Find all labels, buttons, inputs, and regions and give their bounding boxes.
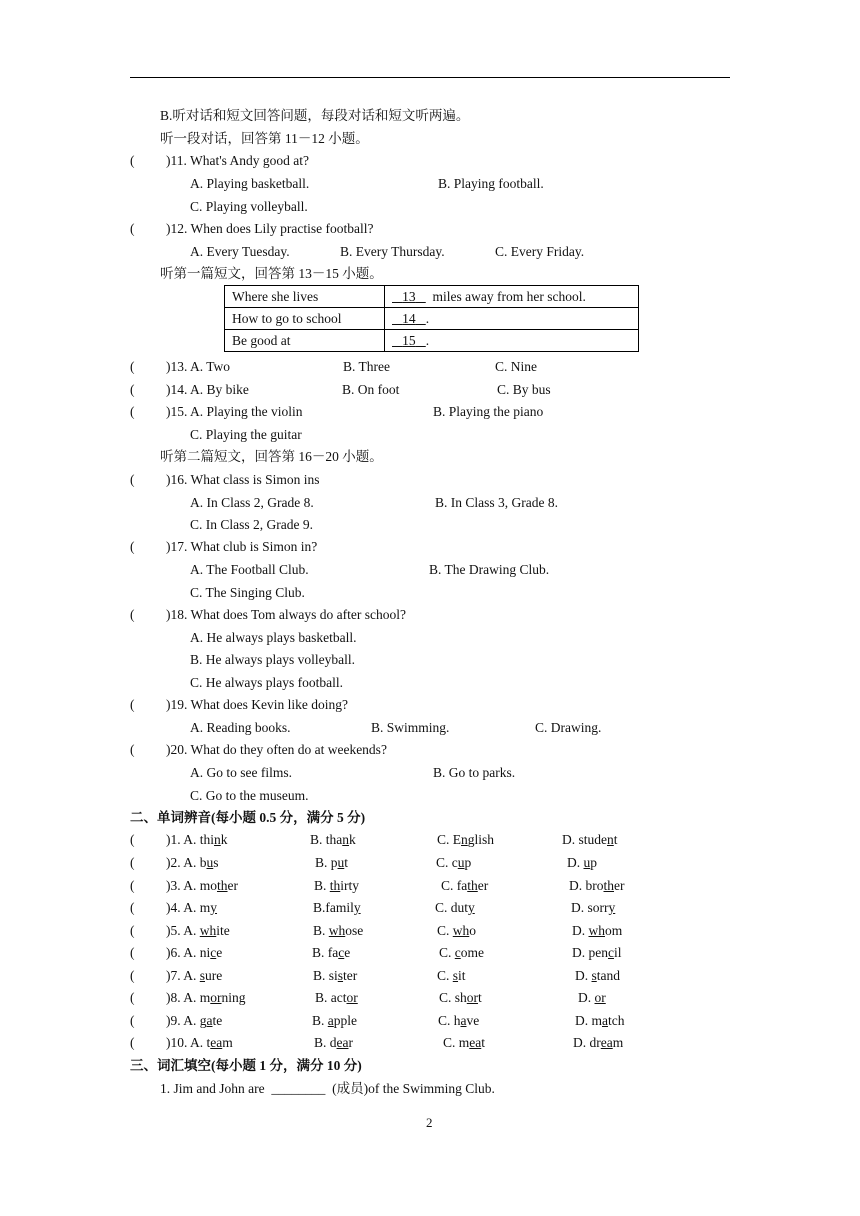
phonics-option: [438, 1013, 479, 1029]
answer-bracket[interactable]: (: [130, 472, 135, 487]
question-stem: )12. When does Lily practise football?: [166, 221, 374, 236]
phonics-option: [166, 945, 222, 961]
option-text: D.: [572, 923, 589, 938]
underlined-letters: c: [454, 945, 461, 960]
option-text: ning: [221, 990, 246, 1005]
table-cell: [385, 286, 639, 308]
section2-title: 二、单词辨音(每小题 0.5 分，满分 5 分): [130, 810, 366, 825]
option-b: B. Go to parks.: [433, 765, 516, 780]
answer-bracket[interactable]: (: [130, 404, 135, 419]
underlined-letters: or: [346, 990, 358, 1005]
option-c: C. In Class 2, Grade 9.: [190, 517, 313, 532]
option-c: C. Nine: [495, 359, 537, 374]
option-text: tand: [596, 968, 621, 983]
underlined-letters: y: [608, 900, 616, 915]
option-text: ose: [345, 923, 364, 938]
underlined-letters: u: [206, 855, 214, 870]
option-text: irty: [340, 878, 360, 893]
question-stem: )18. What does Tom always do after school?: [166, 607, 406, 622]
phonics-option: [572, 945, 622, 961]
option-text: B.: [313, 923, 329, 938]
phonics-option: [166, 878, 238, 894]
option-text: D.: [575, 968, 592, 983]
question-stem: )16. What class is Simon ins: [166, 472, 320, 487]
underlined-letters: th: [603, 878, 615, 893]
question-stem: )17. What club is Simon in?: [166, 539, 318, 554]
option-c: C. The Singing Club.: [190, 585, 305, 600]
underlined-letters: u: [583, 855, 591, 870]
underlined-letters: or: [210, 990, 222, 1005]
underlined-letters: y: [353, 900, 361, 915]
table-suffix: miles away from her school.: [432, 289, 586, 304]
question-stem: )19. What does Kevin like doing?: [166, 697, 348, 712]
option-text: )9. A. g: [166, 1013, 207, 1028]
option-c: C. Playing volleyball.: [190, 199, 308, 214]
option-text: te: [212, 1013, 223, 1028]
option-text: pple: [333, 1013, 358, 1028]
underlined-letters: ea: [600, 1035, 613, 1050]
phonics-option: [315, 990, 358, 1006]
option-text: D. dr: [573, 1035, 601, 1050]
option-b: B. Three: [343, 359, 390, 374]
underlined-letters: wh: [328, 923, 346, 938]
answer-bracket[interactable]: (: [130, 153, 135, 168]
phonics-option: [571, 900, 615, 916]
option-text: D.: [567, 855, 584, 870]
phonics-option: [166, 923, 230, 939]
answer-bracket[interactable]: (: [130, 742, 135, 757]
option-b: B. Swimming.: [371, 720, 450, 735]
option-text: B. si: [313, 968, 338, 983]
phonics-option: [437, 923, 476, 939]
phonics-option: [567, 855, 597, 871]
underlined-letters: th: [467, 878, 478, 893]
answer-bracket[interactable]: (: [130, 855, 135, 870]
table-row: [225, 330, 639, 352]
table-label: Be good at: [225, 330, 385, 352]
fill-pre: 1. Jim and John are: [160, 1081, 265, 1096]
answer-bracket[interactable]: (: [130, 539, 135, 554]
option-text: D. m: [575, 1013, 602, 1028]
underlined-letters: s: [591, 968, 597, 983]
option-text: il: [614, 945, 622, 960]
option-text: )2. A. b: [166, 855, 207, 870]
option-b: B. The Drawing Club.: [429, 562, 550, 577]
table-label: How to go to school: [225, 308, 385, 330]
underlined-letters: n: [461, 832, 468, 847]
underlined-letters: th: [217, 878, 228, 893]
underlined-letters: c: [210, 945, 217, 960]
table-cell: [385, 330, 639, 352]
answer-bracket[interactable]: (: [130, 221, 135, 236]
underlined-letters: ea: [469, 1035, 482, 1050]
section3-title: 三、词汇填空(每小题 1 分，满分 10 分): [130, 1058, 362, 1073]
phonics-option: [313, 923, 363, 939]
option-text: B.: [312, 1013, 328, 1028]
option-text: e: [216, 945, 223, 960]
option-text: )3. A. mo: [166, 878, 218, 893]
answer-bracket[interactable]: (: [130, 697, 135, 712]
phonics-option: [573, 1035, 623, 1051]
option-text: B. act: [315, 990, 347, 1005]
option-c: C. Playing the guitar: [190, 427, 302, 442]
answer-bracket[interactable]: (: [130, 382, 135, 397]
phonics-option: [575, 1013, 625, 1029]
option-text: B.famil: [313, 900, 354, 915]
option-text: t: [344, 855, 349, 870]
option-text: C. m: [443, 1035, 470, 1050]
option-c: C. Go to the museum.: [190, 788, 309, 803]
underlined-letters: or: [594, 990, 606, 1005]
answer-bracket[interactable]: (: [130, 945, 135, 960]
option-text: C. dut: [435, 900, 469, 915]
option-text: t: [481, 1035, 486, 1050]
option-b: B. Every Thursday.: [340, 244, 445, 259]
phonics-option: [312, 1013, 357, 1029]
option-text: ite: [216, 923, 230, 938]
option-text: k: [220, 832, 228, 847]
answer-bracket[interactable]: (: [130, 359, 135, 374]
underlined-letters: c: [338, 945, 345, 960]
page-number: 2: [426, 1115, 433, 1130]
option-text: glish: [467, 832, 495, 847]
underlined-letters: wh: [588, 923, 605, 938]
phonics-option: [166, 900, 217, 916]
option-c: C. Drawing.: [535, 720, 602, 735]
option-text: k: [349, 832, 356, 847]
phonics-option: [562, 832, 618, 848]
option-a: A. Go to see films.: [190, 765, 292, 780]
option-text: er: [477, 878, 489, 893]
underlined-letters: or: [466, 990, 479, 1005]
answer-bracket[interactable]: (: [130, 878, 135, 893]
phonics-option: [436, 855, 471, 871]
option-c: C. Every Friday.: [495, 244, 585, 259]
table-row: [225, 308, 639, 330]
option-text: o: [469, 923, 477, 938]
option-text: )4. A. m: [166, 900, 211, 915]
underlined-letters: c: [608, 945, 614, 960]
phonics-option: [435, 900, 475, 916]
option-a: A. In Class 2, Grade 8.: [190, 495, 314, 510]
option-text: ter: [343, 968, 358, 983]
option-text: )10. A. t: [166, 1035, 211, 1050]
option-text: C.: [437, 923, 453, 938]
option-text: )5. A.: [166, 923, 200, 938]
phonics-option: [312, 945, 350, 961]
option-text: )8. A. m: [166, 990, 211, 1005]
option-text: er: [614, 878, 625, 893]
phonics-option: [572, 923, 622, 939]
option-text: B. tha: [310, 832, 343, 847]
option-text: tch: [608, 1013, 625, 1028]
section-b-intro: B.听对话和短文回答问题，每段对话和短文听两遍。: [160, 108, 470, 123]
option-text: m: [612, 1035, 624, 1050]
phonics-option: [166, 1035, 233, 1051]
option-a: A. The Football Club.: [190, 562, 309, 577]
underlined-letters: y: [468, 900, 475, 915]
passage1-intro: 听第一篇短文，回答第 13－15 小题。: [160, 266, 383, 281]
phonics-option: [166, 855, 219, 871]
question-stem: )13. A. Two: [166, 359, 231, 374]
answer-bracket[interactable]: (: [130, 832, 135, 847]
option-a: A. He always plays basketball.: [190, 630, 357, 645]
question-stem: )14. A. By bike: [166, 382, 249, 397]
fill-question-1: [160, 1081, 495, 1097]
option-b: B. Playing football.: [438, 176, 544, 191]
underlined-letters: a: [206, 1013, 213, 1028]
option-b: B. In Class 3, Grade 8.: [435, 495, 558, 510]
underlined-letters: s: [199, 968, 206, 983]
passage2-intro: 听第二篇短文，回答第 16－20 小题。: [160, 449, 383, 464]
option-text: p: [464, 855, 472, 870]
underlined-letters: a: [460, 1013, 467, 1028]
option-text: it: [458, 968, 466, 983]
underlined-letters: th: [329, 878, 341, 893]
table-suffix: .: [425, 311, 430, 326]
answer-bracket[interactable]: (: [130, 1035, 135, 1050]
table-cell: [385, 308, 639, 330]
option-a: A. Reading books.: [190, 720, 291, 735]
option-b: B. Playing the piano: [433, 404, 544, 419]
option-text: ome: [460, 945, 485, 960]
phonics-option: [313, 900, 361, 916]
option-text: D. bro: [569, 878, 604, 893]
answer-bracket[interactable]: (: [130, 1013, 135, 1028]
phonics-option: [313, 968, 357, 984]
option-c: C. By bus: [497, 382, 551, 397]
underlined-letters: ea: [210, 1035, 223, 1050]
option-text: m: [222, 1035, 233, 1050]
underlined-letters: s: [337, 968, 344, 983]
phonics-option: [314, 878, 359, 894]
option-text: B.: [314, 878, 330, 893]
dialogue-intro: 听一段对话，回答第 11－12 小题。: [160, 131, 369, 146]
phonics-option: [439, 945, 484, 961]
phonics-option: [578, 990, 606, 1006]
answer-bracket[interactable]: (: [130, 968, 135, 983]
phonics-option: [166, 832, 228, 848]
option-text: D.: [578, 990, 595, 1005]
underlined-letters: wh: [452, 923, 470, 938]
fill-post: (成员)of the Swimming Club.: [332, 1081, 495, 1096]
table-blank[interactable]: 13: [402, 289, 416, 304]
phonics-option: [437, 832, 494, 848]
option-text: t: [613, 832, 618, 847]
option-b: B. He always plays volleyball.: [190, 652, 355, 667]
option-text: D. pen: [572, 945, 608, 960]
phonics-option: [314, 1035, 353, 1051]
answer-bracket[interactable]: (: [130, 900, 135, 915]
phonics-option: [166, 968, 222, 984]
option-text: B. p: [315, 855, 338, 870]
option-text: C. h: [438, 1013, 461, 1028]
table-row: [225, 286, 639, 308]
phonics-option: [315, 855, 348, 871]
question-stem: )15. A. Playing the violin: [166, 404, 303, 419]
phonics-option: [443, 1035, 485, 1051]
underlined-letters: a: [602, 1013, 608, 1028]
option-text: B. fa: [312, 945, 339, 960]
underlined-letters: ea: [336, 1035, 349, 1050]
answer-table: [224, 285, 639, 352]
underlined-letters: u: [457, 855, 465, 870]
phonics-option: [437, 968, 466, 984]
answer-bracket[interactable]: (: [130, 607, 135, 622]
option-text: )7. A.: [166, 968, 200, 983]
option-a: A. Every Tuesday.: [190, 244, 290, 259]
option-text: C.: [439, 945, 455, 960]
answer-bracket[interactable]: (: [130, 990, 135, 1005]
option-text: e: [344, 945, 351, 960]
option-text: om: [605, 923, 623, 938]
table-blank[interactable]: 14: [402, 311, 416, 326]
option-text: ure: [205, 968, 223, 983]
option-text: C.: [437, 968, 453, 983]
option-c: C. He always plays football.: [190, 675, 343, 690]
option-text: D. sorr: [571, 900, 609, 915]
header-rule: [130, 77, 730, 78]
option-text: B. d: [314, 1035, 337, 1050]
question-stem: )20. What do they often do at weekends?: [166, 742, 387, 757]
option-text: C. sh: [439, 990, 467, 1005]
option-text: er: [227, 878, 239, 893]
phonics-option: [439, 990, 482, 1006]
phonics-option: [441, 878, 488, 894]
phonics-option: [569, 878, 625, 894]
option-text: D. stude: [562, 832, 607, 847]
phonics-option: [166, 1013, 222, 1029]
phonics-option: [310, 832, 356, 848]
option-text: ve: [466, 1013, 480, 1028]
table-suffix: .: [425, 333, 430, 348]
phonics-option: [166, 990, 246, 1006]
option-a: A. Playing basketball.: [190, 176, 310, 191]
question-stem: )11. What's Andy good at?: [166, 153, 310, 168]
underlined-letters: n: [214, 832, 221, 847]
option-text: C. E: [437, 832, 462, 847]
underlined-letters: n: [607, 832, 614, 847]
option-text: t: [478, 990, 482, 1005]
option-text: s: [213, 855, 219, 870]
underlined-letters: wh: [199, 923, 217, 938]
option-text: C. c: [436, 855, 458, 870]
option-text: C. fa: [441, 878, 468, 893]
underlined-letters: a: [327, 1013, 334, 1028]
option-text: )1. A. thi: [166, 832, 215, 847]
underlined-letters: u: [337, 855, 345, 870]
table-label: Where she lives: [225, 286, 385, 308]
table-blank[interactable]: 15: [402, 333, 416, 348]
underlined-letters: n: [342, 832, 349, 847]
fill-blank[interactable]: ________: [271, 1081, 326, 1096]
option-b: B. On foot: [342, 382, 400, 397]
phonics-option: [575, 968, 620, 984]
option-text: r: [348, 1035, 353, 1050]
option-text: )6. A. ni: [166, 945, 211, 960]
option-text: p: [590, 855, 597, 870]
underlined-letters: s: [452, 968, 459, 983]
answer-bracket[interactable]: (: [130, 923, 135, 938]
underlined-letters: y: [210, 900, 218, 915]
